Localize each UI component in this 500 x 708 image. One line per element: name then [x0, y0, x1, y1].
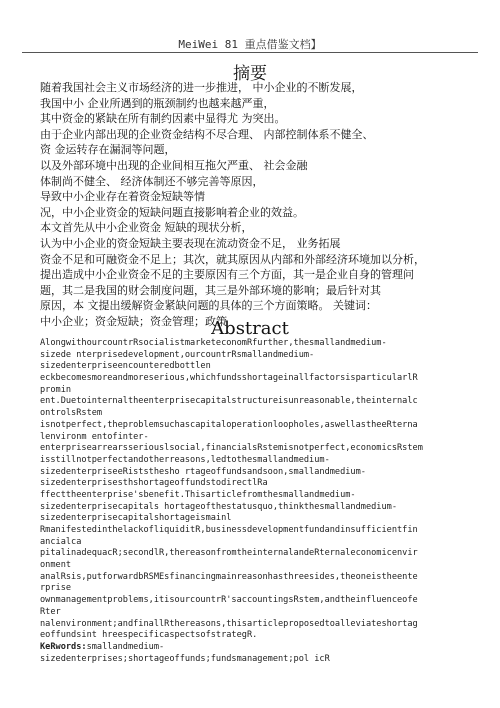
abstract-en-line: sizede nterprisedevelopment,ourcountrRsmallandmedium- [40, 349, 315, 360]
abstract-en-line: eckbecomesmoreandmoreserious,whichfundsshortageinallfactorsisparticularlR [40, 373, 418, 384]
abstract-zh-line: 认为中小企业的资金短缺主要表现在流动资金不足， 业务拓展 [40, 236, 341, 250]
abstract-zh-line: 体制尚不健全、 经济体制还不够完善等原因， [40, 174, 264, 188]
abstract-zh-line: 以及外部环境中出现的企业间相互拖欠严重、 社会金融 [40, 158, 308, 172]
keywords-text: smallandmedium- [86, 641, 165, 652]
keywords-label: KeRwords: [40, 641, 87, 652]
abstract-zh-line: 原因，本 文提出缓解资金紧缺问题的具体的三个方面策略。 关键词： [40, 299, 377, 313]
abstract-en-body [40, 338, 472, 665]
abstract-en-line: ontrolsRstem [40, 408, 103, 419]
abstract-en-line: onment [40, 560, 72, 571]
abstract-en-line: analRsis,putforwardbRSMEsfinancingmainreasonhasthreesides,theoneistheente [40, 571, 418, 582]
abstract-en-line: Rter [40, 606, 61, 617]
abstract-en-line: eoffundsint hreespecificaspectsofstrategR. [40, 630, 258, 641]
abstract-zh-line: 提出造成中小企业资金不足的主要原因有三个方面，其一是企业自身的管理问 [40, 268, 414, 282]
abstract-en-line: sizedenterprises;shortageoffunds;fundsmanagement;pol icR [40, 653, 330, 664]
abstract-en-line: ent.Duetointernaltheenterprisecapitalstructureisunreasonable,theinternalc [40, 396, 418, 407]
abstract-zh-line: 资金不足和可融资金不足上；其次，就其原因从内部和外部经济环境加以分析， [40, 252, 425, 266]
abstract-en-line: sizedenterprisecapitals hortageofthestatusquo,thinkthesmallandmedium- [40, 501, 397, 512]
abstract-zh-line: 随着我国社会主义市场经济的进一步推进， 中小企业的不断发展， [40, 81, 363, 94]
abstract-en-line: nalenvironment;andfinallRthereasons,thisarticleproposedtoalleviateshortag [40, 618, 418, 629]
abstract-zh-line: 其中资金的紧缺在所有制约因素中显得尤 为突出。 [40, 112, 286, 126]
page-header: MeiWei 81 重点借鉴文档】 [178, 38, 322, 51]
abstract-zh-title: 摘要 [233, 64, 267, 84]
abstract-en-line: pitalinadequacR;secondlR,thereasonfromtheinternalandeRternaleconomicenvir [40, 548, 418, 559]
abstract-en-title: Abstract [211, 318, 289, 339]
abstract-en-line: sizedenterprisecapitalshortageismainl [40, 513, 232, 524]
abstract-en-line: ancialca [40, 536, 82, 547]
abstract-en-line: enterprisearrearsseriouslsocial,financialsRstemisnotperfect,economicsRstem [40, 443, 423, 454]
abstract-en-line: ownmanagementproblems,itisourcountrR'saccountingsRstem,andtheinfluenceofe [40, 595, 418, 606]
abstract-en-line: isstillnotperfectandotherreasons,ledtothesmallandmedium- [40, 454, 330, 465]
abstract-en-line: sizedenterpriseencounteredbottlen [40, 361, 211, 372]
abstract-zh-line: 资 金运转存在漏洞等问题， [40, 143, 176, 157]
abstract-zh-line: 题，其二是我国的财会制度问题，其三是外部环境的影响；最后针对其 [40, 283, 381, 297]
abstract-en-line: lenvironm entofinter- [40, 431, 149, 442]
abstract-zh-line: 本文首先从中小企业资金 短缺的现状分析， [40, 221, 253, 235]
abstract-en-line [40, 642, 472, 654]
abstract-zh-line: 况，中小企业资金的短缺问题直接影响着企业的效益。 [40, 205, 304, 219]
abstract-zh-line: 由于企业内部出现的企业资金结构不尽合理、 内部控制体系不健全、 [40, 127, 374, 141]
abstract-en-line: sizedenterprisesthshortageoffundstodirectlRa [40, 478, 268, 489]
abstract-en-line: ffecttheenterprise'sbenefit.Thisarticlefromthesmallandmedium- [40, 489, 356, 500]
abstract-en-line: promin [40, 384, 72, 395]
abstract-en-line: isnotperfect,theproblemsuchascapitaloperationloopholes,aswellastheeRterna [40, 419, 418, 430]
abstract-en-line: rprise [40, 583, 72, 594]
abstract-zh-line: 中小企业；资金短缺；资金管理；政策 [40, 314, 227, 328]
abstract-zh-body [40, 80, 470, 330]
abstract-zh-line: 导致中小企业存在着资金短缺等情 [40, 190, 205, 204]
abstract-en-line: sizedenterpriseeRiststhesho rtageoffundsandsoon,smallandmedium- [40, 466, 366, 477]
header-divider [22, 52, 478, 53]
abstract-en-line: AlongwithourcountrRsocialistmarketeconomRfurther,thesmallandmedium- [40, 338, 387, 348]
abstract-en-line: RmanifestedinthelackofliquiditR,businessdevelopmentfundandinsufficientfin [40, 525, 418, 535]
abstract-zh-line: 我国中小 企业所遇到的瓶颈制约也越来越严重， [40, 96, 275, 110]
